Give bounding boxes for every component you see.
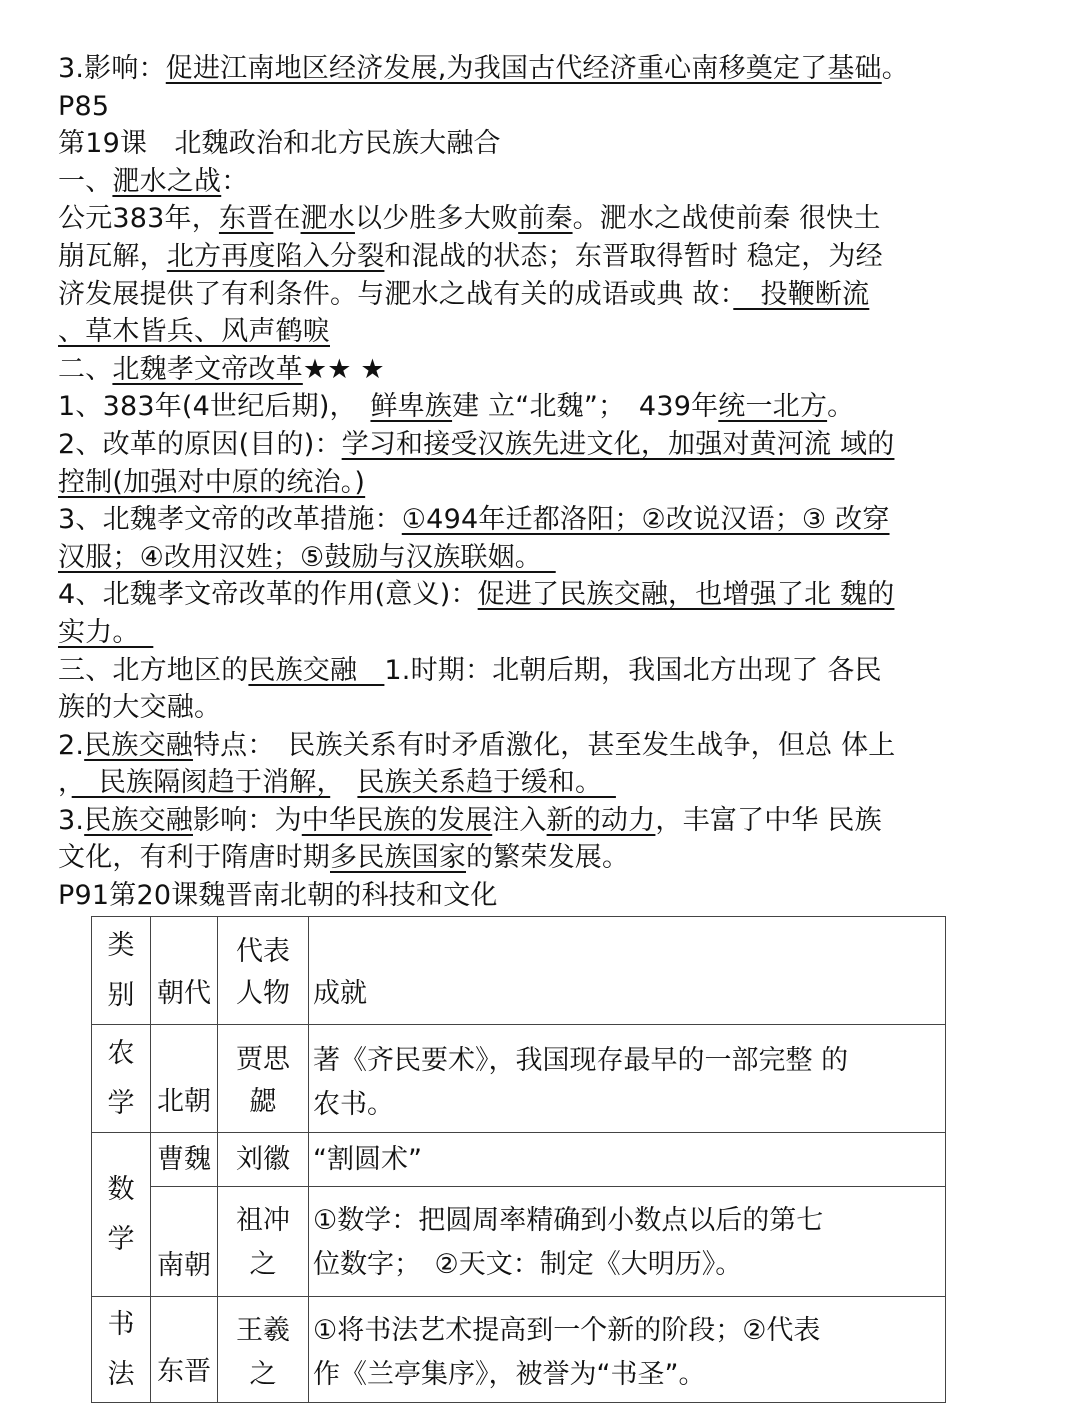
text-segment: 崩瓦解， bbox=[58, 240, 167, 272]
text-segment: 影响：为 bbox=[192, 804, 302, 836]
underlined-text: 淝水之战 bbox=[112, 165, 222, 197]
text-line bbox=[58, 238, 1028, 276]
cell-person-line-1: 贾思 bbox=[236, 1044, 290, 1075]
cell-person-line-1: 祖冲 bbox=[236, 1205, 290, 1236]
header-dynasty bbox=[151, 917, 218, 1025]
text-segment: 2、改革的原因(目的)： bbox=[58, 428, 342, 460]
cell-person-text: 刘徽 bbox=[236, 1143, 290, 1175]
underlined-text: 前秦 bbox=[518, 203, 573, 235]
cell-dynasty-text: 北朝 bbox=[157, 1086, 211, 1117]
text-line bbox=[58, 125, 1028, 163]
cell-dynasty bbox=[151, 1025, 218, 1133]
cell-dynasty bbox=[151, 1133, 218, 1187]
underlined-text: 促进了民族交融，也增强了北 魏的 bbox=[477, 579, 895, 611]
header-category-line-2: 别 bbox=[107, 979, 135, 1011]
underlined-text: ①494年迁都洛阳；②改说汉语；③ 改穿 bbox=[401, 504, 890, 536]
text-segment: ， bbox=[58, 767, 72, 799]
cell-dynasty-text: 南朝 bbox=[157, 1250, 211, 1281]
header-achievement-text: 成就 bbox=[313, 978, 367, 1009]
cell-dynasty bbox=[151, 1187, 218, 1297]
table-row-calligraphy bbox=[92, 1297, 946, 1403]
cell-achievement-line-2: 农书。 bbox=[313, 1089, 394, 1120]
cell-category-line-1: 农 bbox=[107, 1037, 135, 1069]
text-line bbox=[58, 388, 1028, 426]
cell-category bbox=[92, 1133, 151, 1297]
text-line bbox=[58, 501, 1028, 539]
text-segment: 二、 bbox=[58, 353, 113, 385]
text-line bbox=[58, 652, 1028, 690]
underlined-text: 多民族国家 bbox=[330, 842, 466, 874]
cell-achievement-line-1: 著《齐民要术》，我国现存最早的一部完整 的 bbox=[313, 1045, 849, 1076]
text-line bbox=[58, 351, 1028, 389]
text-segment: 三、北方地区的 bbox=[58, 654, 249, 686]
text-segment: 3、北魏孝文帝的改革措施： bbox=[58, 504, 402, 536]
cell-person bbox=[218, 1187, 309, 1297]
cell-person bbox=[218, 1297, 309, 1403]
text-segment: ★★ ★ bbox=[302, 353, 385, 385]
underlined-text: 东晋 bbox=[218, 203, 274, 235]
text-segment: 注入 bbox=[492, 804, 547, 836]
header-person bbox=[218, 917, 309, 1025]
cell-dynasty-text: 东晋 bbox=[157, 1356, 211, 1387]
cell-person-line-2: 之 bbox=[249, 1359, 277, 1390]
text-segment: ，丰富了中华 民族 bbox=[655, 804, 882, 836]
table-row-math-caowei bbox=[92, 1133, 946, 1187]
cell-category bbox=[92, 1297, 151, 1403]
achievement-table-wrapper bbox=[91, 916, 946, 1403]
cell-category-line-2: 学 bbox=[107, 1087, 135, 1119]
text-line bbox=[58, 689, 1028, 727]
cell-person bbox=[218, 1025, 309, 1133]
underlined-text: 汉服；④改用汉姓；⑤鼓励与汉族联姻。 bbox=[58, 541, 556, 573]
text-segment: 3. bbox=[58, 804, 85, 836]
underlined-text: 、草木皆兵、风声鹤唳 bbox=[58, 316, 330, 348]
text-line bbox=[58, 88, 1028, 126]
header-person-line-2: 人物 bbox=[236, 978, 290, 1009]
underlined-text: 学习和接受汉族先进文化，加强对黄河流 域的 bbox=[341, 428, 895, 460]
cell-person bbox=[218, 1133, 309, 1187]
text-segment bbox=[330, 767, 357, 798]
achievement-table bbox=[91, 916, 946, 1403]
table-row-math-nanchao bbox=[92, 1187, 946, 1297]
text-line bbox=[58, 464, 1028, 502]
underlined-text: 民族交融 bbox=[248, 654, 385, 686]
table-row-agriculture bbox=[92, 1025, 946, 1133]
text-line bbox=[58, 576, 1028, 614]
notes-text bbox=[58, 50, 1028, 915]
cell-category bbox=[92, 1025, 151, 1133]
header-person-line-1: 代表 bbox=[236, 936, 290, 967]
text-segment: 3.影响： bbox=[58, 53, 166, 84]
text-segment: 公元383年， bbox=[58, 203, 219, 235]
text-line bbox=[58, 727, 1028, 765]
cell-person-line-2: 之 bbox=[249, 1249, 277, 1280]
text-line bbox=[58, 50, 1028, 88]
text-segment: 的繁荣发展。 bbox=[466, 842, 630, 874]
text-line bbox=[58, 313, 1028, 351]
text-line bbox=[58, 839, 1028, 877]
text-segment: 第19课 北魏政治和北方民族大融合 bbox=[58, 128, 501, 160]
text-segment: 1、383年(4世纪后期)， bbox=[58, 391, 371, 423]
text-line bbox=[58, 764, 1028, 802]
underlined-text: 民族交融 bbox=[84, 804, 193, 836]
header-achievement bbox=[309, 917, 946, 1025]
underlined-text: 中华民族的发展 bbox=[301, 804, 493, 836]
underlined-text: 鲜卑族 bbox=[370, 391, 453, 423]
cell-achievement bbox=[309, 1133, 946, 1187]
text-line bbox=[58, 426, 1028, 464]
cell-category-line-1: 数 bbox=[107, 1173, 135, 1205]
cell-dynasty-text: 曹魏 bbox=[157, 1143, 211, 1175]
text-line bbox=[58, 163, 1028, 201]
cell-achievement-line-2: 作《兰亭集序》，被誉为“书圣”。 bbox=[313, 1359, 706, 1390]
text-segment: 1.时期：北朝后期，我国北方出现了 各民 bbox=[384, 654, 882, 686]
underlined-text: 控制(加强对中原的统治。) bbox=[58, 466, 366, 498]
underlined-text: 投鞭断流 bbox=[733, 278, 870, 310]
cell-achievement bbox=[309, 1025, 946, 1133]
text-segment: 文化，有利于隋唐时期 bbox=[58, 842, 330, 874]
cell-dynasty bbox=[151, 1297, 218, 1403]
text-segment: 。 bbox=[881, 53, 909, 84]
text-segment: 济发展提供了有利条件。与淝水之战有关的成语或典 故： bbox=[58, 278, 734, 310]
text-segment: ： bbox=[221, 165, 249, 197]
cell-category-line-2: 法 bbox=[107, 1358, 135, 1390]
text-line bbox=[58, 614, 1028, 652]
cell-achievement-line-1: ①数学：把圆周率精确到小数点以后的第七 bbox=[313, 1205, 824, 1236]
underlined-text: 淝水 bbox=[300, 203, 355, 235]
text-segment: 在 bbox=[273, 203, 301, 235]
text-line bbox=[58, 539, 1028, 577]
cell-achievement-text: “割圆术” bbox=[313, 1143, 422, 1175]
underlined-text: 民族隔阂趋于消解， bbox=[71, 767, 331, 799]
text-segment: 建 立“北魏”； 439年 bbox=[452, 391, 719, 423]
text-segment: P85 bbox=[58, 90, 110, 122]
cell-achievement-line-2: 位数字； ②天文：制定《大明历》。 bbox=[313, 1249, 743, 1280]
text-segment: 4、北魏孝文帝改革的作用(意义)： bbox=[58, 579, 478, 611]
cell-person-line-1: 王羲 bbox=[236, 1315, 290, 1346]
underlined-text: 北方再度陷入分裂 bbox=[166, 240, 385, 272]
text-segment: 和混战的状态；东晋取得暂时 稳定，为经 bbox=[384, 240, 883, 272]
cell-achievement bbox=[309, 1187, 946, 1297]
text-line bbox=[58, 802, 1028, 840]
text-segment: 2. bbox=[58, 729, 85, 761]
cell-achievement bbox=[309, 1297, 946, 1403]
underlined-text: 促进江南地区经济发展,为我国古代经济重心南移奠定了基础 bbox=[165, 53, 882, 84]
text-line bbox=[58, 877, 1028, 915]
header-category-line-1: 类 bbox=[107, 929, 135, 961]
text-line bbox=[58, 276, 1028, 314]
underlined-text: 北魏孝文帝改革 bbox=[112, 353, 303, 385]
text-segment: 。 bbox=[827, 391, 855, 423]
header-dynasty-text: 朝代 bbox=[157, 978, 211, 1009]
text-segment: 。淝水之战使前秦 很快土 bbox=[572, 203, 881, 235]
underlined-text: 统一北方 bbox=[718, 391, 828, 423]
header-category bbox=[92, 917, 151, 1025]
text-segment: P91第20课魏晋南北朝的科技和文化 bbox=[58, 880, 498, 912]
underlined-text: 新的动力 bbox=[546, 804, 656, 836]
cell-category-line-2: 学 bbox=[107, 1223, 135, 1255]
table-header-row bbox=[92, 917, 946, 1025]
cell-achievement-line-1: ①将书法艺术提高到一个新的阶段；②代表 bbox=[313, 1315, 821, 1346]
underlined-text: 民族关系趋于缓和。 bbox=[357, 767, 616, 799]
underlined-text: 实力。 bbox=[58, 616, 154, 648]
text-segment: 以少胜多大败 bbox=[354, 203, 519, 235]
text-segment: 族的大交融。 bbox=[58, 692, 222, 724]
text-line bbox=[58, 200, 1028, 238]
text-segment: 特点： 民族关系有时矛盾激化，甚至发生战争，但总 体上 bbox=[192, 729, 896, 761]
cell-category-line-1: 书 bbox=[107, 1308, 135, 1340]
text-segment: 一、 bbox=[58, 165, 113, 197]
underlined-text: 民族交融 bbox=[84, 729, 193, 761]
cell-person-line-2: 勰 bbox=[249, 1086, 277, 1117]
